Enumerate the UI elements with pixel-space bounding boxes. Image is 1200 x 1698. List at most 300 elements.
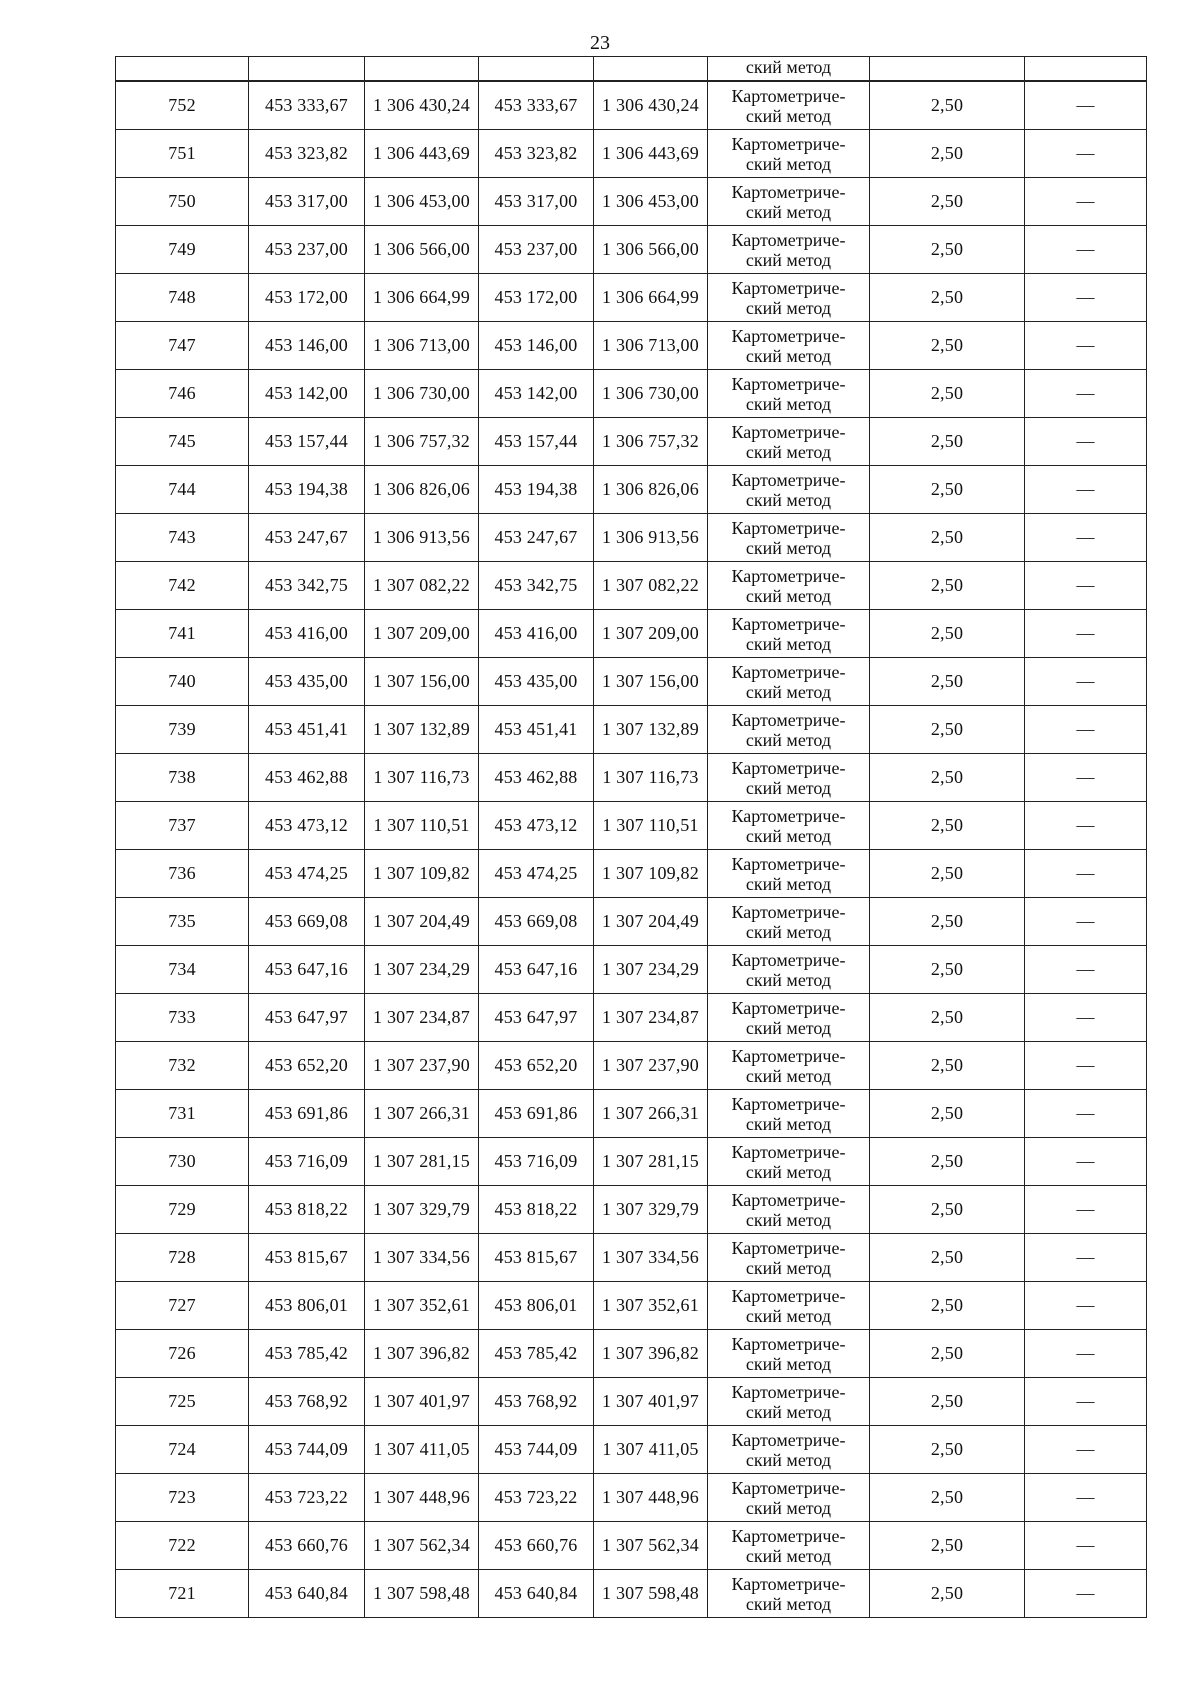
x-coordinate-cell: 453 247,67: [249, 514, 365, 562]
table-row: [116, 754, 1147, 802]
continued-cell: [249, 57, 365, 82]
table-row: [116, 322, 1147, 370]
method-cell: [708, 178, 870, 226]
method-line1: Картометриче-: [731, 1333, 846, 1354]
y-coordinate-cell: 1 307 156,00: [594, 658, 708, 706]
continued-cell: [116, 57, 249, 82]
method-line2: ский метод: [745, 249, 832, 270]
x-coordinate-cell: 453 744,09: [249, 1426, 365, 1474]
y-coordinate-cell: 1 307 281,15: [594, 1138, 708, 1186]
y-coordinate-cell: 1 306 713,00: [365, 322, 479, 370]
method-line2: ский метод: [745, 1113, 832, 1134]
accuracy-cell: 2,50: [870, 1474, 1025, 1522]
y-coordinate-cell: 1 307 156,00: [365, 658, 479, 706]
x-coordinate-cell: 453 768,92: [479, 1378, 594, 1426]
y-coordinate-cell: 1 307 082,22: [365, 562, 479, 610]
description-cell: —: [1025, 1474, 1147, 1522]
description-cell: —: [1025, 370, 1147, 418]
x-coordinate-cell: 453 451,41: [479, 706, 594, 754]
y-coordinate-cell: 1 307 598,48: [594, 1570, 708, 1618]
y-coordinate-cell: 1 306 757,32: [365, 418, 479, 466]
accuracy-cell: 2,50: [870, 226, 1025, 274]
point-number-cell: 735: [116, 898, 249, 946]
y-coordinate-cell: 1 306 443,69: [594, 130, 708, 178]
description-cell: —: [1025, 1522, 1147, 1570]
method-line1: Картометриче-: [731, 1381, 846, 1402]
table-row: [116, 514, 1147, 562]
description-cell: —: [1025, 274, 1147, 322]
method-line1: Картометриче-: [731, 85, 846, 106]
method-line2: ский метод: [745, 1497, 832, 1518]
x-coordinate-cell: 453 818,22: [479, 1186, 594, 1234]
y-coordinate-cell: 1 306 826,06: [594, 466, 708, 514]
method-cell: [708, 706, 870, 754]
point-number-cell: 732: [116, 1042, 249, 1090]
y-coordinate-cell: 1 307 329,79: [594, 1186, 708, 1234]
x-coordinate-cell: 453 660,76: [479, 1522, 594, 1570]
x-coordinate-cell: 453 474,25: [479, 850, 594, 898]
description-cell: —: [1025, 130, 1147, 178]
y-coordinate-cell: 1 306 713,00: [594, 322, 708, 370]
accuracy-cell: 2,50: [870, 898, 1025, 946]
method-cell: [708, 226, 870, 274]
y-coordinate-cell: 1 307 110,51: [594, 802, 708, 850]
point-number-cell: 733: [116, 994, 249, 1042]
description-cell: —: [1025, 898, 1147, 946]
x-coordinate-cell: 453 647,97: [249, 994, 365, 1042]
method-line1: Картометриче-: [731, 1093, 846, 1114]
continued-row: [116, 57, 1147, 82]
table-row: [116, 1186, 1147, 1234]
point-number-cell: 738: [116, 754, 249, 802]
x-coordinate-cell: 453 323,82: [249, 130, 365, 178]
method-line2: ский метод: [745, 633, 832, 654]
method-cell: [708, 1330, 870, 1378]
method-line2: ский метод: [745, 1161, 832, 1182]
method-line2: ский метод: [745, 1593, 832, 1614]
x-coordinate-cell: 453 435,00: [479, 658, 594, 706]
method-cell: [708, 1138, 870, 1186]
accuracy-cell: 2,50: [870, 802, 1025, 850]
description-cell: —: [1025, 178, 1147, 226]
method-cell: [708, 802, 870, 850]
point-number-cell: 723: [116, 1474, 249, 1522]
description-cell: —: [1025, 562, 1147, 610]
x-coordinate-cell: 453 462,88: [249, 754, 365, 802]
description-cell: —: [1025, 1234, 1147, 1282]
continued-method-cell: ский метод: [708, 57, 870, 82]
method-line2: ский метод: [745, 393, 832, 414]
method-line2: ский метод: [745, 201, 832, 222]
method-cell: [708, 274, 870, 322]
method-cell: [708, 81, 870, 130]
coordinates-table: [115, 56, 1147, 1618]
method-cell: [708, 466, 870, 514]
table-row: [116, 1282, 1147, 1330]
accuracy-cell: 2,50: [870, 466, 1025, 514]
x-coordinate-cell: 453 474,25: [249, 850, 365, 898]
x-coordinate-cell: 453 473,12: [479, 802, 594, 850]
table-row: [116, 178, 1147, 226]
method-line2: ский метод: [745, 345, 832, 366]
accuracy-cell: 2,50: [870, 1522, 1025, 1570]
method-line2: ский метод: [745, 1545, 832, 1566]
table-row: [116, 946, 1147, 994]
x-coordinate-cell: 453 142,00: [249, 370, 365, 418]
y-coordinate-cell: 1 307 204,49: [594, 898, 708, 946]
method-line1: Картометриче-: [731, 1141, 846, 1162]
method-cell: [708, 898, 870, 946]
continued-cell: [594, 57, 708, 82]
accuracy-cell: 2,50: [870, 1138, 1025, 1186]
description-cell: —: [1025, 994, 1147, 1042]
description-cell: —: [1025, 802, 1147, 850]
accuracy-cell: 2,50: [870, 1330, 1025, 1378]
x-coordinate-cell: 453 333,67: [479, 81, 594, 130]
table-row: [116, 418, 1147, 466]
method-line1: Картометриче-: [731, 1573, 846, 1594]
method-cell: [708, 130, 870, 178]
x-coordinate-cell: 453 815,67: [479, 1234, 594, 1282]
y-coordinate-cell: 1 307 234,29: [594, 946, 708, 994]
x-coordinate-cell: 453 785,42: [249, 1330, 365, 1378]
accuracy-cell: 2,50: [870, 322, 1025, 370]
method-cell: [708, 562, 870, 610]
y-coordinate-cell: 1 307 234,87: [365, 994, 479, 1042]
accuracy-cell: 2,50: [870, 274, 1025, 322]
method-cell: [708, 1186, 870, 1234]
y-coordinate-cell: 1 306 566,00: [594, 226, 708, 274]
point-number-cell: 724: [116, 1426, 249, 1474]
y-coordinate-cell: 1 307 082,22: [594, 562, 708, 610]
x-coordinate-cell: 453 669,08: [249, 898, 365, 946]
point-number-cell: 746: [116, 370, 249, 418]
point-number-cell: 731: [116, 1090, 249, 1138]
continued-cell: [870, 57, 1025, 82]
x-coordinate-cell: 453 416,00: [249, 610, 365, 658]
y-coordinate-cell: 1 307 109,82: [594, 850, 708, 898]
x-coordinate-cell: 453 647,16: [249, 946, 365, 994]
x-coordinate-cell: 453 194,38: [249, 466, 365, 514]
y-coordinate-cell: 1 307 401,97: [594, 1378, 708, 1426]
accuracy-cell: 2,50: [870, 706, 1025, 754]
x-coordinate-cell: 453 806,01: [479, 1282, 594, 1330]
method-line1: Картометриче-: [731, 997, 846, 1018]
method-line2: ский метод: [745, 1257, 832, 1278]
y-coordinate-cell: 1 306 913,56: [365, 514, 479, 562]
x-coordinate-cell: 453 317,00: [479, 178, 594, 226]
table-row: [116, 1330, 1147, 1378]
point-number-cell: 728: [116, 1234, 249, 1282]
method-cell: [708, 946, 870, 994]
y-coordinate-cell: 1 307 266,31: [365, 1090, 479, 1138]
description-cell: —: [1025, 418, 1147, 466]
x-coordinate-cell: 453 237,00: [479, 226, 594, 274]
x-coordinate-cell: 453 451,41: [249, 706, 365, 754]
table-row: [116, 81, 1147, 130]
point-number-cell: 747: [116, 322, 249, 370]
y-coordinate-cell: 1 307 116,73: [365, 754, 479, 802]
table-row: [116, 1042, 1147, 1090]
table-row: [116, 610, 1147, 658]
accuracy-cell: 2,50: [870, 1378, 1025, 1426]
method-line2: ский метод: [745, 825, 832, 846]
y-coordinate-cell: 1 307 237,90: [365, 1042, 479, 1090]
method-line1: Картометриче-: [731, 1045, 846, 1066]
x-coordinate-cell: 453 172,00: [249, 274, 365, 322]
table-row: [116, 1234, 1147, 1282]
x-coordinate-cell: 453 473,12: [249, 802, 365, 850]
accuracy-cell: 2,50: [870, 418, 1025, 466]
method-line1: Картометриче-: [731, 1429, 846, 1450]
description-cell: —: [1025, 1330, 1147, 1378]
table-row: [116, 130, 1147, 178]
point-number-cell: 744: [116, 466, 249, 514]
point-number-cell: 721: [116, 1570, 249, 1618]
x-coordinate-cell: 453 660,76: [249, 1522, 365, 1570]
method-line1: Картометриче-: [731, 661, 846, 682]
method-line2: ский метод: [745, 1449, 832, 1470]
accuracy-cell: 2,50: [870, 1426, 1025, 1474]
point-number-cell: 725: [116, 1378, 249, 1426]
point-number-cell: 741: [116, 610, 249, 658]
y-coordinate-cell: 1 306 730,00: [594, 370, 708, 418]
method-line2: ский метод: [745, 1209, 832, 1230]
x-coordinate-cell: 453 640,84: [479, 1570, 594, 1618]
table-row: [116, 1378, 1147, 1426]
x-coordinate-cell: 453 640,84: [249, 1570, 365, 1618]
method-line1: Картометриче-: [731, 517, 846, 538]
y-coordinate-cell: 1 306 757,32: [594, 418, 708, 466]
point-number-cell: 722: [116, 1522, 249, 1570]
y-coordinate-cell: 1 307 352,61: [594, 1282, 708, 1330]
x-coordinate-cell: 453 157,44: [479, 418, 594, 466]
x-coordinate-cell: 453 317,00: [249, 178, 365, 226]
description-cell: —: [1025, 1282, 1147, 1330]
method-line1: Картометриче-: [731, 1477, 846, 1498]
method-line2: ский метод: [745, 105, 832, 126]
method-cell: [708, 1426, 870, 1474]
accuracy-cell: 2,50: [870, 370, 1025, 418]
x-coordinate-cell: 453 247,67: [479, 514, 594, 562]
method-line1: Картометриче-: [731, 133, 846, 154]
y-coordinate-cell: 1 306 453,00: [365, 178, 479, 226]
method-line1: Картометриче-: [731, 901, 846, 922]
point-number-cell: 740: [116, 658, 249, 706]
y-coordinate-cell: 1 307 352,61: [365, 1282, 479, 1330]
x-coordinate-cell: 453 744,09: [479, 1426, 594, 1474]
x-coordinate-cell: 453 785,42: [479, 1330, 594, 1378]
x-coordinate-cell: 453 333,67: [249, 81, 365, 130]
y-coordinate-cell: 1 307 110,51: [365, 802, 479, 850]
x-coordinate-cell: 453 342,75: [249, 562, 365, 610]
table-row: [116, 466, 1147, 514]
description-cell: —: [1025, 1090, 1147, 1138]
description-cell: —: [1025, 610, 1147, 658]
y-coordinate-cell: 1 306 664,99: [365, 274, 479, 322]
accuracy-cell: 2,50: [870, 754, 1025, 802]
x-coordinate-cell: 453 768,92: [249, 1378, 365, 1426]
x-coordinate-cell: 453 647,16: [479, 946, 594, 994]
description-cell: —: [1025, 754, 1147, 802]
method-line2: ский метод: [745, 921, 832, 942]
method-line2: ский метод: [745, 537, 832, 558]
point-number-cell: 734: [116, 946, 249, 994]
description-cell: —: [1025, 81, 1147, 130]
y-coordinate-cell: 1 307 448,96: [365, 1474, 479, 1522]
continued-cell: [1025, 57, 1147, 82]
y-coordinate-cell: 1 307 116,73: [594, 754, 708, 802]
description-cell: —: [1025, 1570, 1147, 1618]
table-row: [116, 1522, 1147, 1570]
table-row: [116, 994, 1147, 1042]
method-cell: [708, 610, 870, 658]
method-line1: Картометриче-: [731, 469, 846, 490]
x-coordinate-cell: 453 142,00: [479, 370, 594, 418]
point-number-cell: 739: [116, 706, 249, 754]
method-line2: ский метод: [745, 1065, 832, 1086]
point-number-cell: 726: [116, 1330, 249, 1378]
continued-cell: [479, 57, 594, 82]
y-coordinate-cell: 1 307 411,05: [365, 1426, 479, 1474]
y-coordinate-cell: 1 306 664,99: [594, 274, 708, 322]
method-line1: Картометриче-: [731, 181, 846, 202]
method-line2: ский метод: [745, 297, 832, 318]
x-coordinate-cell: 453 172,00: [479, 274, 594, 322]
point-number-cell: 751: [116, 130, 249, 178]
x-coordinate-cell: 453 652,20: [249, 1042, 365, 1090]
table-row: [116, 706, 1147, 754]
table-row: [116, 226, 1147, 274]
point-number-cell: 729: [116, 1186, 249, 1234]
method-line1: Картометриче-: [731, 1237, 846, 1258]
y-coordinate-cell: 1 307 234,87: [594, 994, 708, 1042]
continued-cell: [365, 57, 479, 82]
point-number-cell: 737: [116, 802, 249, 850]
accuracy-cell: 2,50: [870, 81, 1025, 130]
accuracy-cell: 2,50: [870, 1570, 1025, 1618]
y-coordinate-cell: 1 307 132,89: [365, 706, 479, 754]
x-coordinate-cell: 453 416,00: [479, 610, 594, 658]
method-cell: [708, 658, 870, 706]
x-coordinate-cell: 453 237,00: [249, 226, 365, 274]
y-coordinate-cell: 1 307 329,79: [365, 1186, 479, 1234]
table-row: [116, 1474, 1147, 1522]
table-row: [116, 370, 1147, 418]
point-number-cell: 750: [116, 178, 249, 226]
description-cell: —: [1025, 850, 1147, 898]
x-coordinate-cell: 453 691,86: [249, 1090, 365, 1138]
description-cell: —: [1025, 946, 1147, 994]
y-coordinate-cell: 1 307 562,34: [594, 1522, 708, 1570]
method-cell: [708, 514, 870, 562]
method-line1: Картометриче-: [731, 421, 846, 442]
method-line2: ский метод: [745, 585, 832, 606]
method-line1: Картометриче-: [731, 613, 846, 634]
method-line2: ский метод: [745, 969, 832, 990]
x-coordinate-cell: 453 815,67: [249, 1234, 365, 1282]
y-coordinate-cell: 1 306 453,00: [594, 178, 708, 226]
method-line1: Картометриче-: [731, 565, 846, 586]
description-cell: —: [1025, 1378, 1147, 1426]
x-coordinate-cell: 453 647,97: [479, 994, 594, 1042]
method-line2: ский метод: [745, 1353, 832, 1374]
x-coordinate-cell: 453 323,82: [479, 130, 594, 178]
y-coordinate-cell: 1 307 334,56: [594, 1234, 708, 1282]
y-coordinate-cell: 1 307 234,29: [365, 946, 479, 994]
description-cell: —: [1025, 1426, 1147, 1474]
table-row: [116, 658, 1147, 706]
method-line2: ский метод: [745, 681, 832, 702]
x-coordinate-cell: 453 342,75: [479, 562, 594, 610]
method-cell: [708, 418, 870, 466]
description-cell: —: [1025, 514, 1147, 562]
method-line2: ский метод: [745, 153, 832, 174]
y-coordinate-cell: 1 306 430,24: [594, 81, 708, 130]
method-cell: [708, 1090, 870, 1138]
table-row: [116, 1090, 1147, 1138]
x-coordinate-cell: 453 806,01: [249, 1282, 365, 1330]
x-coordinate-cell: 453 194,38: [479, 466, 594, 514]
accuracy-cell: 2,50: [870, 946, 1025, 994]
accuracy-cell: 2,50: [870, 562, 1025, 610]
page-number: 23: [590, 32, 610, 54]
method-cell: [708, 1042, 870, 1090]
y-coordinate-cell: 1 306 913,56: [594, 514, 708, 562]
y-coordinate-cell: 1 307 334,56: [365, 1234, 479, 1282]
x-coordinate-cell: 453 691,86: [479, 1090, 594, 1138]
method-line1: Картометриче-: [731, 325, 846, 346]
y-coordinate-cell: 1 307 562,34: [365, 1522, 479, 1570]
accuracy-cell: 2,50: [870, 1282, 1025, 1330]
method-cell: [708, 1570, 870, 1618]
x-coordinate-cell: 453 146,00: [479, 322, 594, 370]
point-number-cell: 749: [116, 226, 249, 274]
table-row: [116, 1138, 1147, 1186]
y-coordinate-cell: 1 306 430,24: [365, 81, 479, 130]
accuracy-cell: 2,50: [870, 1186, 1025, 1234]
x-coordinate-cell: 453 818,22: [249, 1186, 365, 1234]
method-line1: Картометриче-: [731, 373, 846, 394]
table-row: [116, 274, 1147, 322]
x-coordinate-cell: 453 723,22: [479, 1474, 594, 1522]
y-coordinate-cell: 1 307 598,48: [365, 1570, 479, 1618]
y-coordinate-cell: 1 307 396,82: [365, 1330, 479, 1378]
y-coordinate-cell: 1 307 209,00: [594, 610, 708, 658]
x-coordinate-cell: 453 146,00: [249, 322, 365, 370]
description-cell: —: [1025, 322, 1147, 370]
method-cell: [708, 1282, 870, 1330]
description-cell: —: [1025, 1138, 1147, 1186]
accuracy-cell: 2,50: [870, 1090, 1025, 1138]
method-line1: Картометриче-: [731, 1285, 846, 1306]
point-number-cell: 727: [116, 1282, 249, 1330]
method-line1: Картометриче-: [731, 277, 846, 298]
accuracy-cell: 2,50: [870, 658, 1025, 706]
point-number-cell: 745: [116, 418, 249, 466]
method-cell: [708, 850, 870, 898]
description-cell: —: [1025, 706, 1147, 754]
x-coordinate-cell: 453 435,00: [249, 658, 365, 706]
point-number-cell: 743: [116, 514, 249, 562]
accuracy-cell: 2,50: [870, 178, 1025, 226]
description-cell: —: [1025, 226, 1147, 274]
description-cell: —: [1025, 466, 1147, 514]
method-line1: Картометриче-: [731, 853, 846, 874]
x-coordinate-cell: 453 716,09: [479, 1138, 594, 1186]
method-line1: Картометриче-: [731, 1525, 846, 1546]
y-coordinate-cell: 1 306 566,00: [365, 226, 479, 274]
